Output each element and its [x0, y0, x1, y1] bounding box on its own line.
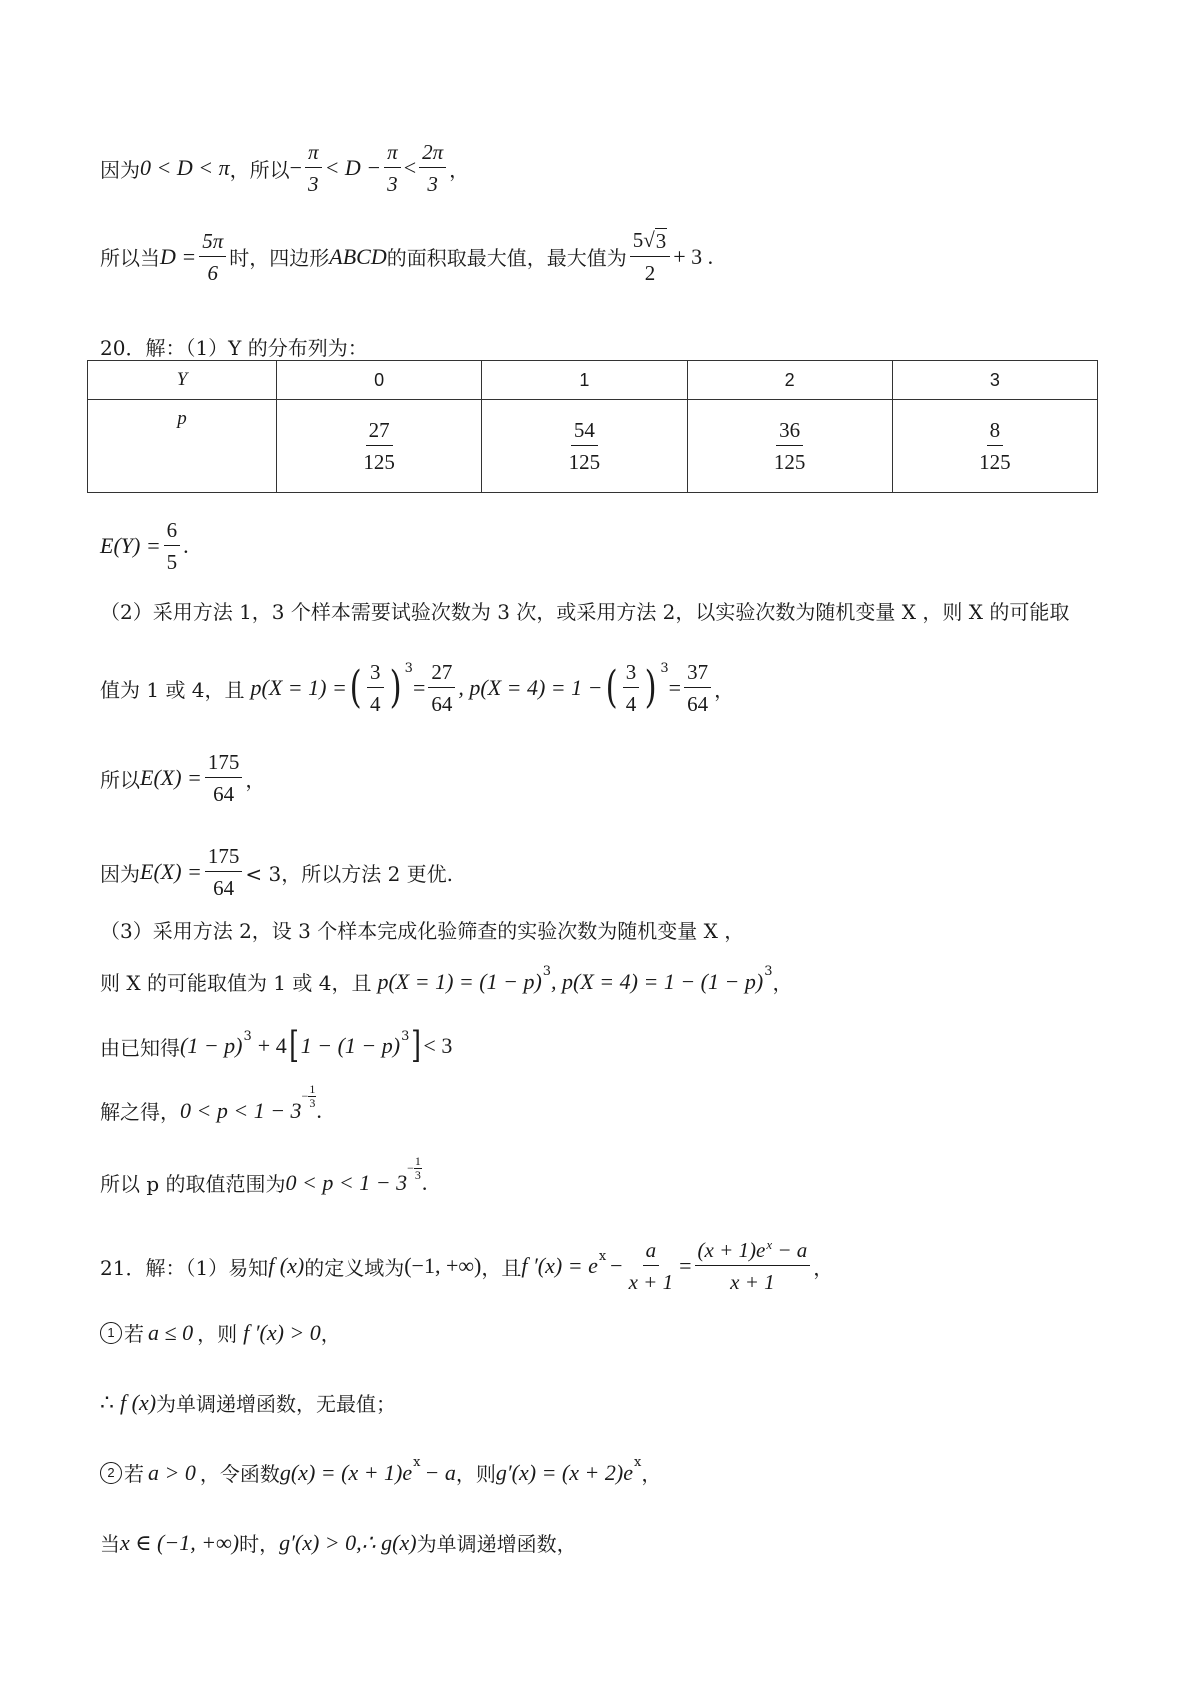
table-cell: [277, 400, 482, 493]
text: 的面积取最大值，最大值为: [386, 246, 627, 271]
text: ，所以: [229, 157, 290, 182]
math-inline: D =: [160, 243, 197, 269]
table-cell: [482, 400, 687, 493]
math-inline: + 3 .: [673, 243, 714, 269]
line-range: 所以 p 的取值范围为 0 < p < 1 − 3 − $\frac{1}{3}$ .: [100, 1154, 428, 1196]
question-20-heading: [100, 332, 368, 361]
case-1-conclusion: ∴ f (x) 为单调递增函数，无最值；: [100, 1389, 397, 1416]
text: < 3，所以方法 2 更优.: [245, 861, 454, 886]
circled-number: 2: [100, 1462, 122, 1484]
fraction: $\frac{175}{64}$: [205, 750, 243, 806]
text: ，则: [197, 1322, 238, 1346]
fraction: $\frac{37}{64}$: [684, 660, 711, 716]
text: ，: [449, 157, 470, 182]
table-header-cell: p: [88, 400, 277, 493]
fraction: $\frac{3}{4}$: [367, 660, 384, 716]
fraction: 5√ 3 2: [630, 228, 671, 285]
text: 由已知得: [100, 1035, 180, 1060]
text: ，则: [455, 1462, 496, 1486]
line-p3-probs: 则 X 的可能取值为 1 或 4，且 p(X = 1) = (1 − p) 3 , p(X = 4) = 1 − (1 − p) 3 ，: [100, 964, 793, 995]
line-max-area: [100, 228, 713, 285]
text: 因为: [100, 157, 140, 182]
fraction: $\frac{8}{125}$: [979, 417, 1011, 474]
math-inline: ABCD: [329, 243, 387, 269]
table-cell: 2: [687, 361, 892, 400]
fraction: $\frac{2\pi}{3}$: [419, 140, 446, 196]
fraction: $\frac{6}{5}$: [164, 518, 181, 574]
math-inline: <: [403, 155, 417, 181]
fraction: $\frac{27}{64}$: [428, 660, 455, 716]
table-cell: 1: [482, 361, 687, 400]
fraction: $\frac{5\pi}{6}$: [199, 229, 226, 285]
text: （3）采用方法 2，设 3 个样本完成化验筛查的实验次数为随机变量 X ，: [100, 919, 745, 943]
table-row: [88, 361, 1098, 400]
text: 若: [124, 1322, 144, 1346]
math-inline: < D −: [324, 155, 382, 181]
math-inline: E(X) =: [140, 859, 202, 885]
table-header-cell: Y: [88, 361, 277, 400]
circled-number: 1: [100, 1322, 122, 1344]
table-cell: 3: [892, 361, 1097, 400]
math-inline: p(X = 1) =: [250, 675, 347, 701]
line-known-inequality: 由已知得 (1 − p) 3 + 4 [ 1 − (1 − p) 3 ] < 3: [100, 1025, 453, 1066]
fraction: $\frac{54}{125}$: [568, 417, 601, 474]
table-cell: 0: [277, 361, 482, 400]
math-inline: , p(X = 4) = 1 −: [458, 675, 603, 701]
case-2-line: 2 若 a > 0 ，令函数 g(x) = (x + 1)e x − a ，则 g′(x) = (x + 2)e x ，: [100, 1458, 661, 1487]
text: 所以: [100, 767, 140, 792]
text: 21．解：（1）易知: [100, 1255, 269, 1280]
text: 20．解：（1）Y 的分布列为：: [100, 336, 368, 360]
line-ex-compare: [100, 844, 453, 900]
math-inline: E(X) =: [140, 765, 202, 791]
table-cell: [687, 400, 892, 493]
text: 则 X 的可能取值为 1 或 4，且: [100, 971, 372, 995]
line-d-range: [100, 140, 469, 196]
case-2-conclusion: 当 x ∈ (−1, +∞) 时， g′(x) > 0,∴ g(x) 为单调递增函数，: [100, 1529, 577, 1556]
text: 若: [124, 1462, 144, 1486]
case-1-line: 1 若 a ≤ 0 ，则 f ′(x) > 0 ，: [100, 1318, 341, 1347]
text: 所以当: [100, 246, 160, 271]
text: （2）采用方法 1，3 个样本需要试验次数为 3 次，或采用方法 2，以实验次数为随机变量 X ，则 X 的可能取: [100, 600, 1070, 624]
question-21-line: 21．解：（1）易知 f (x) 的定义域为 (−1, +∞) ，且 f ′(x) = e x − $\frac{a}{x + 1}$ = $\frac{(x + 1)e^x - a}{x + 1}$ ，: [100, 1237, 834, 1295]
distribution-table: [87, 360, 1098, 493]
text: ，且: [481, 1255, 522, 1280]
fraction: $\frac{\pi}{3}$: [305, 140, 322, 196]
text: ，令函数: [199, 1462, 280, 1486]
text: 当: [100, 1532, 120, 1556]
text: 解之得，: [100, 1100, 180, 1124]
text: 的定义域为: [304, 1255, 405, 1280]
text: 为单调递增函数，: [416, 1532, 577, 1556]
line-ex: 所以 E(X) = $\frac{175}{64}$ ，: [100, 750, 266, 807]
part-3-text: [100, 915, 744, 944]
line-ey: [100, 518, 189, 574]
text: 值为 1 或 4，且: [100, 677, 245, 702]
text: 为单调递增函数，无最值；: [156, 1392, 397, 1416]
math-inline: E(Y) =: [100, 533, 161, 559]
fraction: $\frac{(x + 1)e^x - a}{x + 1}$: [695, 1238, 811, 1294]
math-inline: .: [183, 533, 189, 559]
text: 因为: [100, 861, 140, 886]
fraction: $\frac{3}{4}$: [623, 660, 640, 716]
text: 所以 p 的取值范围为: [100, 1172, 286, 1196]
line-solution: 解之得， 0 < p < 1 − 3 − $\frac{1}{3}$ .: [100, 1082, 322, 1124]
fraction: $\frac{27}{125}$: [363, 417, 395, 474]
fraction: $\frac{\pi}{3}$: [384, 140, 401, 196]
fraction: $\frac{175}{64}$: [205, 844, 243, 900]
math-inline: −: [289, 155, 303, 181]
fraction: $\frac{a}{x + 1}$: [628, 1238, 674, 1295]
math-inline: 0 < D < π: [140, 155, 230, 181]
table-cell: [892, 400, 1097, 493]
line-px-probs: 值为 1 或 4，且 p(X = 1) = ( $\frac{3}{4}$ ) 3 = $\frac{27}{64}$ , p(X = 4) = 1 − ( $\frac{3}{4}$ ) 3 = $\frac{37}{64}$ ，: [100, 660, 735, 717]
text: 时，四边形: [229, 246, 330, 271]
fraction: $\frac{36}{125}$: [773, 417, 806, 474]
table-row: [88, 400, 1098, 493]
text: 时，: [239, 1532, 280, 1556]
part-2-text: [100, 596, 1069, 625]
